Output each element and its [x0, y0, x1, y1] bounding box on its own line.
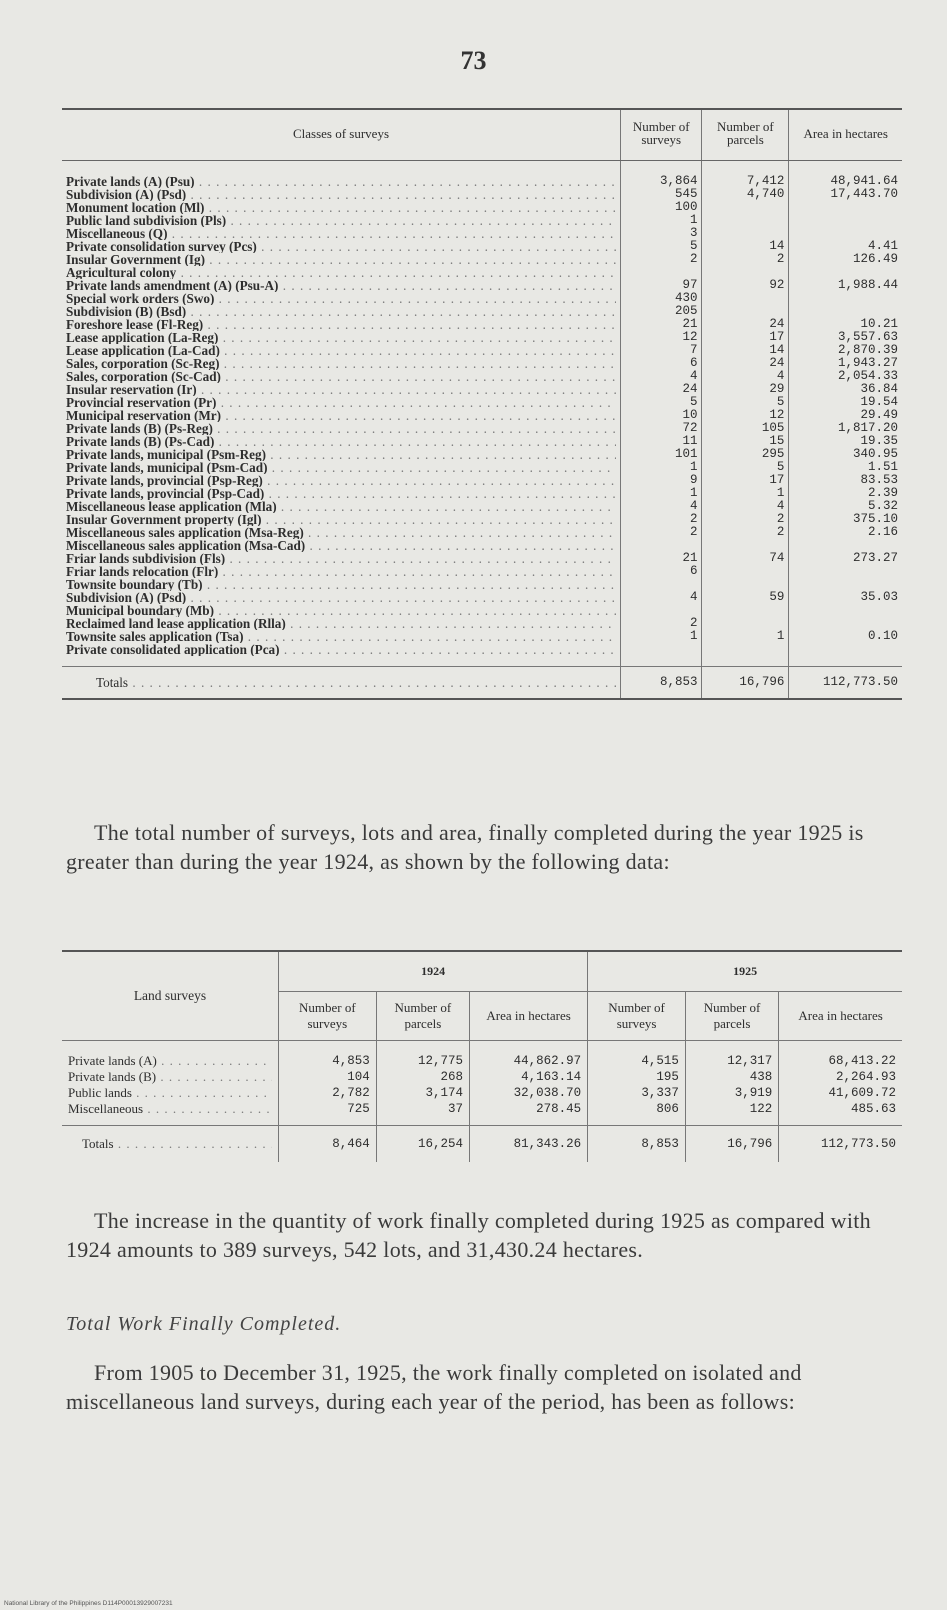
comparison-year-row	[62, 951, 902, 992]
parcel-count: 4	[702, 500, 789, 513]
survey-count: 3,864	[621, 161, 702, 189]
area-hectares: 83.53	[789, 474, 902, 487]
area-hectares: 5.32	[789, 500, 902, 513]
parcel-count: 105	[702, 422, 789, 435]
area-hectares: 1,817.20	[789, 422, 902, 435]
totals-area: 112,773.50	[789, 667, 902, 700]
survey-class-label: Sales, corporation (Sc-Reg) . . .	[66, 357, 616, 370]
survey-count: 4	[621, 500, 702, 513]
table-row	[62, 214, 902, 227]
header-area-1924: Area in hectares	[470, 992, 588, 1041]
survey-class-label: Friar lands subdivision (Fls) . . .	[66, 552, 616, 565]
area-hectares: 2,870.39	[789, 344, 902, 357]
value-a25: 2,264.93	[779, 1069, 902, 1085]
survey-class-label: Miscellaneous (Q) . . .	[66, 227, 616, 240]
survey-class-label: Miscellaneous lease application (Mla) . . .	[66, 500, 616, 513]
survey-count: 6	[621, 565, 702, 578]
survey-class-label: Miscellaneous sales application (Msa-Reg) . . .	[66, 526, 616, 539]
parcel-count: 15	[702, 435, 789, 448]
table-row	[62, 617, 902, 630]
survey-count: 5	[621, 240, 702, 253]
table-row	[62, 201, 902, 214]
area-hectares: 1,943.27	[789, 357, 902, 370]
survey-class-label: Public land subdivision (Pls) . . .	[66, 214, 616, 227]
value-p24: 3,174	[376, 1085, 469, 1101]
parcel-count: 29	[702, 383, 789, 396]
parcel-count	[702, 565, 789, 578]
parcel-count: 295	[702, 448, 789, 461]
survey-class-label: Friar lands relocation (Flr) . . .	[66, 565, 616, 578]
parcel-count: 92	[702, 279, 789, 292]
parcel-count: 5	[702, 461, 789, 474]
survey-class-label: Provincial reservation (Pr) . . .	[66, 396, 616, 409]
comparison-totals-label: Totals . . .	[82, 1136, 272, 1152]
survey-count: 101	[621, 448, 702, 461]
survey-class-label: Lease application (La-Reg) . . .	[66, 331, 616, 344]
survey-class-label: Private lands, municipal (Psm-Cad) . . .	[66, 461, 616, 474]
parcel-count: 24	[702, 318, 789, 331]
table-row	[62, 474, 902, 487]
survey-class-label: Private lands amendment (A) (Psu-A) . . .	[66, 279, 616, 292]
survey-count: 2	[621, 526, 702, 539]
totals-parcels: 16,796	[702, 667, 789, 700]
value-s25: 806	[588, 1101, 686, 1126]
survey-count: 72	[621, 422, 702, 435]
paragraph-increase	[66, 1206, 896, 1264]
table-row	[62, 565, 902, 578]
parcel-count	[702, 604, 789, 617]
header-area: Area in hectares	[789, 109, 902, 161]
survey-class-label: Special work orders (Swo) . . .	[66, 292, 616, 305]
comparison-totals-row	[62, 1126, 902, 1163]
value-p25: 122	[685, 1101, 778, 1126]
survey-class-label: Insular reservation (Ir) . . .	[66, 383, 616, 396]
survey-count: 10	[621, 409, 702, 422]
land-survey-label: Private lands (B) . . .	[68, 1069, 272, 1085]
survey-class-label: Miscellaneous sales application (Msa-Cad) . . .	[66, 539, 616, 552]
survey-count	[621, 643, 702, 667]
totals-a25: 112,773.50	[779, 1126, 902, 1163]
table-row	[62, 643, 902, 667]
surveys-table-body	[62, 161, 902, 667]
survey-class-label: Monument location (Ml) . . .	[66, 201, 616, 214]
table-row	[62, 552, 902, 565]
table-row	[62, 1069, 902, 1085]
survey-class-label: Reclaimed land lease application (Rlla) . . .	[66, 617, 616, 630]
survey-count: 545	[621, 188, 702, 201]
area-hectares: 0.10	[789, 630, 902, 643]
parcel-count: 14	[702, 240, 789, 253]
survey-class-label: Private lands, provincial (Psp-Cad) . . .	[66, 487, 616, 500]
parcel-count: 12	[702, 409, 789, 422]
parcel-count	[702, 201, 789, 214]
parcel-count	[702, 292, 789, 305]
area-hectares: 10.21	[789, 318, 902, 331]
area-hectares: 48,941.64	[789, 161, 902, 189]
table-row	[62, 604, 902, 617]
value-a24: 278.45	[470, 1101, 588, 1126]
survey-count: 24	[621, 383, 702, 396]
table-row	[62, 1085, 902, 1101]
survey-class-label: Private lands, municipal (Psm-Reg) . . .	[66, 448, 616, 461]
table-row	[62, 383, 902, 396]
survey-count: 9	[621, 474, 702, 487]
table-row	[62, 279, 902, 292]
parcel-count: 4	[702, 370, 789, 383]
survey-count: 1	[621, 630, 702, 643]
value-a24: 44,862.97	[470, 1041, 588, 1070]
area-hectares	[789, 565, 902, 578]
area-hectares	[789, 201, 902, 214]
survey-class-label: Private lands (B) (Ps-Reg) . . .	[66, 422, 616, 435]
library-footer-mark: National Library of the Philippines D114P00013929007231	[4, 1600, 173, 1607]
area-hectares: 126.49	[789, 253, 902, 266]
value-a25: 485.63	[779, 1101, 902, 1126]
area-hectares: 375.10	[789, 513, 902, 526]
land-survey-label: Private lands (A) . . .	[68, 1053, 272, 1069]
parcel-count: 4,740	[702, 188, 789, 201]
parcel-count: 2	[702, 526, 789, 539]
parcel-count: 7,412	[702, 161, 789, 189]
header-year-1924: 1924	[279, 951, 588, 992]
value-s25: 195	[588, 1069, 686, 1085]
value-p24: 37	[376, 1101, 469, 1126]
area-hectares: 17,443.70	[789, 188, 902, 201]
header-year-1925: 1925	[588, 951, 902, 992]
survey-class-label: Municipal boundary (Mb) . . .	[66, 604, 616, 617]
parcel-count	[702, 617, 789, 630]
table-row	[62, 188, 902, 201]
area-hectares	[789, 604, 902, 617]
survey-count: 2	[621, 253, 702, 266]
table-row	[62, 240, 902, 253]
paragraph-comparison-text: The total number of surveys, lots and area, finally completed during the year 1925 is greater than during the year 1924, as shown by the following data:	[66, 820, 864, 874]
comparison-table-body	[62, 1041, 902, 1126]
table-row	[62, 513, 902, 526]
table-row	[62, 1101, 902, 1126]
value-p25: 438	[685, 1069, 778, 1085]
parcel-count: 14	[702, 344, 789, 357]
paragraph-period-text: From 1905 to December 31, 1925, the work finally completed on isolated and miscellaneous land surveys, during each year of the period, has been as follows:	[66, 1360, 802, 1414]
survey-class-label: Private consolidated application (Pca) . . .	[66, 643, 616, 656]
survey-count: 100	[621, 201, 702, 214]
parcel-count: 2	[702, 513, 789, 526]
survey-count: 21	[621, 552, 702, 565]
survey-class-label: Private lands (A) (Psu) . . .	[66, 175, 616, 188]
land-survey-label: Miscellaneous . . .	[68, 1101, 272, 1117]
survey-count: 3	[621, 227, 702, 240]
area-hectares: 29.49	[789, 409, 902, 422]
table-row	[62, 487, 902, 500]
value-a24: 32,038.70	[470, 1085, 588, 1101]
totals-row	[62, 667, 902, 700]
totals-p25: 16,796	[685, 1126, 778, 1163]
header-parcels: Number of parcels	[702, 109, 789, 161]
totals-s24: 8,464	[279, 1126, 377, 1163]
survey-class-label: Subdivision (A) (Psd) . . .	[66, 188, 616, 201]
parcel-count: 59	[702, 591, 789, 604]
parcel-count	[702, 643, 789, 667]
survey-class-label: Sales, corporation (Sc-Cad) . . .	[66, 370, 616, 383]
land-survey-label: Public lands . . .	[68, 1085, 272, 1101]
section-heading: Total Work Finally Completed.	[66, 1313, 342, 1335]
survey-class-label: Townsite sales application (Tsa) . . .	[66, 630, 616, 643]
value-a25: 68,413.22	[779, 1041, 902, 1070]
table-row	[62, 253, 902, 266]
parcel-count: 5	[702, 396, 789, 409]
survey-count: 11	[621, 435, 702, 448]
survey-count: 2	[621, 513, 702, 526]
survey-class-label: Municipal reservation (Mr) . . .	[66, 409, 616, 422]
value-s25: 3,337	[588, 1085, 686, 1101]
survey-class-label: Lease application (La-Cad) . . .	[66, 344, 616, 357]
area-hectares: 2,054.33	[789, 370, 902, 383]
paragraph-period	[66, 1358, 896, 1416]
value-p24: 12,775	[376, 1041, 469, 1070]
paragraph-increase-text: The increase in the quantity of work finally completed during 1925 as compared with 1924 amounts to 389 surveys, 542 lots, and 31,430.24 hectares.	[66, 1208, 871, 1262]
table-row	[62, 591, 902, 604]
survey-class-label: Private consolidation survey (Pcs) . . .	[66, 240, 616, 253]
area-hectares: 36.84	[789, 383, 902, 396]
parcel-count: 1	[702, 487, 789, 500]
table-row	[62, 161, 902, 189]
area-hectares	[789, 643, 902, 667]
survey-class-label: Insular Government property (Igl) . . .	[66, 513, 616, 526]
area-hectares: 19.35	[789, 435, 902, 448]
header-surveys: Number of surveys	[621, 109, 702, 161]
survey-class-label: Foreshore lease (Fl-Reg) . . .	[66, 318, 616, 331]
table-header-row	[62, 109, 902, 161]
area-hectares	[789, 214, 902, 227]
area-hectares: 1,988.44	[789, 279, 902, 292]
survey-class-label: Insular Government (Ig) . . .	[66, 253, 616, 266]
parcel-count: 24	[702, 357, 789, 370]
header-classes: Classes of surveys	[62, 109, 621, 161]
area-hectares: 1.51	[789, 461, 902, 474]
area-hectares: 35.03	[789, 591, 902, 604]
area-hectares: 3,557.63	[789, 331, 902, 344]
paragraph-comparison	[66, 818, 896, 876]
area-hectares: 2.39	[789, 487, 902, 500]
parcel-count: 1	[702, 630, 789, 643]
header-land-surveys: Land surveys	[62, 951, 279, 1041]
parcel-count	[702, 214, 789, 227]
survey-count: 5	[621, 396, 702, 409]
survey-count: 430	[621, 292, 702, 305]
table-row	[62, 357, 902, 370]
survey-count: 21	[621, 318, 702, 331]
table-row	[62, 630, 902, 643]
header-parcels-1924: Number of parcels	[376, 992, 469, 1041]
table-row	[62, 292, 902, 305]
table-row	[62, 500, 902, 513]
survey-count: 4	[621, 370, 702, 383]
value-a25: 41,609.72	[779, 1085, 902, 1101]
table-row	[62, 526, 902, 539]
survey-count: 1	[621, 214, 702, 227]
survey-class-label: Agricultural colony . . .	[66, 266, 616, 279]
survey-class-label: Private lands, provincial (Psp-Reg) . . .	[66, 474, 616, 487]
survey-count: 12	[621, 331, 702, 344]
value-s24: 4,853	[279, 1041, 377, 1070]
value-s25: 4,515	[588, 1041, 686, 1070]
parcel-count: 2	[702, 253, 789, 266]
header-surveys-1925: Number of surveys	[588, 992, 686, 1041]
table-row	[62, 448, 902, 461]
value-s24: 725	[279, 1101, 377, 1126]
survey-count: 2	[621, 617, 702, 630]
area-hectares: 19.54	[789, 396, 902, 409]
survey-count: 97	[621, 279, 702, 292]
comparison-table	[62, 950, 902, 1162]
totals-surveys: 8,853	[621, 667, 702, 700]
survey-count: 205	[621, 305, 702, 318]
area-hectares	[789, 292, 902, 305]
area-hectares: 4.41	[789, 240, 902, 253]
value-p25: 3,919	[685, 1085, 778, 1101]
value-a24: 4,163.14	[470, 1069, 588, 1085]
area-hectares: 273.27	[789, 552, 902, 565]
survey-count: 1	[621, 487, 702, 500]
header-surveys-1924: Number of surveys	[279, 992, 377, 1041]
survey-class-label: Private lands (B) (Ps-Cad) . . .	[66, 435, 616, 448]
surveys-classes-table	[62, 108, 902, 700]
parcel-count: 17	[702, 331, 789, 344]
totals-label: Totals . . .	[96, 676, 616, 689]
header-area-1925: Area in hectares	[779, 992, 902, 1041]
totals-s25: 8,853	[588, 1126, 686, 1163]
page-number: 73	[460, 46, 487, 75]
survey-class-label: Subdivision (A) (Psd) . . .	[66, 591, 616, 604]
parcel-count: 74	[702, 552, 789, 565]
survey-count: 7	[621, 344, 702, 357]
area-hectares: 340.95	[789, 448, 902, 461]
value-p25: 12,317	[685, 1041, 778, 1070]
survey-class-label: Townsite boundary (Tb) . . .	[66, 578, 616, 591]
value-s24: 2,782	[279, 1085, 377, 1101]
value-s24: 104	[279, 1069, 377, 1085]
header-parcels-1925: Number of parcels	[685, 992, 778, 1041]
survey-count: 4	[621, 591, 702, 604]
totals-a24: 81,343.26	[470, 1126, 588, 1163]
parcel-count: 17	[702, 474, 789, 487]
table-row	[62, 1041, 902, 1070]
totals-p24: 16,254	[376, 1126, 469, 1163]
value-p24: 268	[376, 1069, 469, 1085]
survey-class-label: Subdivision (B) (Bsd) . . .	[66, 305, 616, 318]
survey-count: 1	[621, 461, 702, 474]
survey-count: 6	[621, 357, 702, 370]
area-hectares: 2.16	[789, 526, 902, 539]
